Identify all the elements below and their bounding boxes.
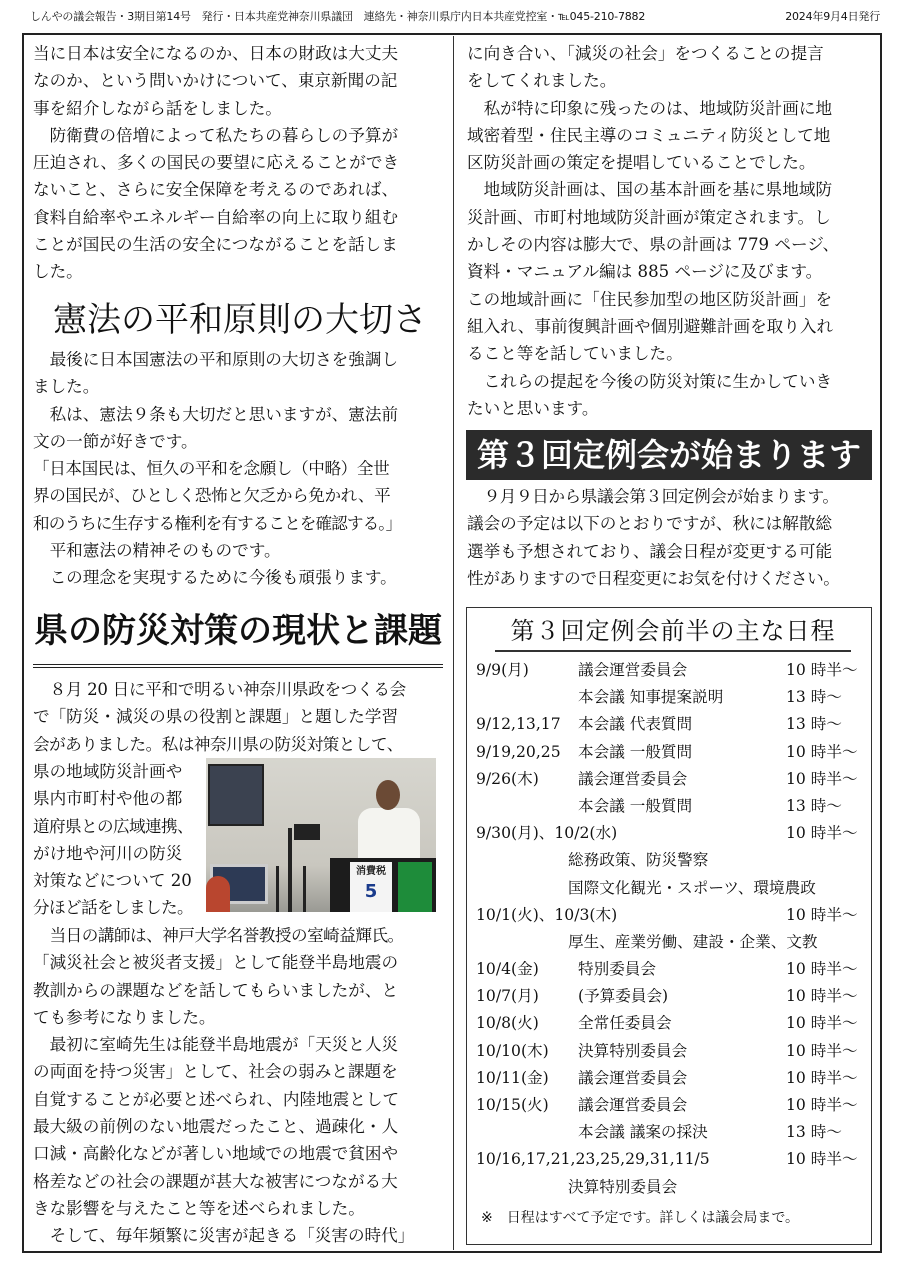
schedule-row	[476, 793, 868, 820]
schedule-time: 10 時半～	[786, 1096, 858, 1114]
left-constitution	[33, 346, 445, 592]
photo-sign-green	[398, 862, 432, 912]
schedule-event: 全常任委員会	[578, 1014, 672, 1033]
schedule-row	[476, 1119, 868, 1146]
schedule-date: 10/1(火)、10/3(木)	[476, 905, 618, 924]
schedule-date: 10/11(金)	[476, 1068, 549, 1087]
body-line: 議会の予定は以下のとおりですが、秋には解散総	[467, 514, 833, 534]
schedule-event: 本会議 一般質問	[578, 796, 693, 815]
body-line: ことが国民の生活の安全につながることを話しま	[33, 235, 398, 255]
schedule-date: 9/26(木)	[476, 769, 539, 788]
schedule-event: 議会運営委員会	[578, 769, 688, 788]
body-line: 文の一節が好きです。	[33, 431, 198, 451]
intro-line: 事を紹介しながら話をしました。	[33, 98, 282, 118]
schedule-row	[476, 1146, 868, 1173]
schedule-date: 9/19,20,25	[476, 742, 561, 761]
session-banner: 第３回定例会が始まります	[466, 430, 872, 480]
column-divider	[453, 36, 454, 1250]
body-line: きな影響を与えたこと等を述べられました。	[33, 1198, 365, 1218]
schedule-time: 10 時半～	[786, 742, 858, 761]
schedule-time: 10 時半～	[786, 769, 858, 788]
body-line: 県内市町村や他の都	[33, 789, 183, 809]
schedule-row	[476, 847, 868, 874]
quote-line: 和のうちに生存する権利を有することを確認する。」	[33, 513, 402, 533]
body-line: たいと思います。	[467, 398, 599, 418]
schedule-time: 13 時～	[786, 796, 842, 815]
intro-line: なのか、という問いかけについて、東京新聞の記	[33, 71, 398, 91]
photo-speaker-head	[376, 780, 400, 810]
body-line: 圧迫され、多くの国民の要望に応えることができ	[33, 153, 400, 173]
body-line: した。	[33, 262, 83, 282]
body-line: 平和憲法の精神そのものです。	[49, 541, 281, 561]
body-line: がけ地や河川の防災	[33, 843, 183, 863]
photo-audience	[206, 876, 230, 912]
schedule-row	[476, 956, 868, 983]
body-line: 組入れ、事前復興計画や個別避難計画を取り入れ	[467, 316, 834, 336]
photo-sign-label: 消費税	[356, 866, 386, 877]
schedule-time: 10 時半～	[786, 987, 858, 1006]
page-header	[30, 6, 880, 26]
schedule-date: 9/9(月)	[476, 661, 529, 679]
left-disaster-full	[33, 676, 445, 758]
body-line: そして、毎年頻繁に災害が起きる「災害の時代」	[49, 1226, 415, 1246]
heading-peace-constitution: 憲法の平和原則の大切さ	[53, 300, 427, 340]
left-lecturer	[33, 922, 445, 1250]
photo-tripod-legs	[276, 866, 306, 912]
body-line: ないこと、さらに安全保障を考えるのであれば、	[33, 180, 399, 200]
schedule-row	[476, 1038, 868, 1065]
schedule-event: 本会議 知事提案説明	[578, 688, 724, 707]
body-line: をしてくれました。	[467, 71, 617, 91]
schedule-date: 10/8(火)	[476, 1014, 539, 1033]
body-line: 会がありました。私は神奈川県の防災対策として、	[33, 734, 403, 754]
schedule-event: 本会議 議案の採決	[578, 1123, 708, 1142]
schedule-row	[476, 983, 868, 1010]
schedule-rows	[476, 657, 868, 1201]
body-line: 地域防災計画は、国の基本計画を基に県地域防	[483, 180, 833, 200]
schedule-event: 本会議 代表質問	[578, 715, 693, 734]
body-line: 区防災計画の策定を提唱していることでした。	[467, 153, 816, 173]
body-line: ました。	[33, 377, 100, 397]
quote-line: 「日本国民は、恒久の平和を念願し（中略）全世	[33, 459, 390, 479]
body-line: 最大級の前例のない地震だったこと、過疎化・人	[33, 1117, 399, 1137]
body-line: この地域計画に「住民参加型の地区防災計画」を	[467, 289, 833, 309]
schedule-event: 厚生、産業労働、建設・企業、文教	[568, 932, 818, 951]
schedule-date: 10/4(金)	[476, 960, 539, 979]
body-line: に向き合い、「減災の社会」をつくることの提言	[467, 44, 824, 63]
heading-disaster-block	[33, 602, 443, 668]
schedule-time: 10 時半～	[786, 1150, 858, 1169]
body-line: 最初に室崎先生は能登半島地震が「天災と人災	[49, 1035, 399, 1055]
photo-sign-number: 5	[364, 881, 378, 902]
schedule-event: (予算委員会)	[578, 987, 669, 1006]
body-line: 当日の講師は、神戸大学名誉教授の室崎益輝氏。	[49, 926, 404, 945]
schedule-row	[476, 820, 868, 847]
photo-camera	[294, 824, 320, 840]
body-line: 教訓からの課題などを話してもらいましたが、と	[33, 980, 399, 1000]
schedule-title: 第３回定例会前半の主な日程	[495, 612, 851, 652]
body-line: 私は、憲法９条も大切だと思いますが、憲法前	[49, 404, 399, 424]
body-line: ８月 20 日に平和で明るい神奈川県政をつくる会	[49, 680, 406, 699]
header-publisher: しんやの議会報告・3期目第14号 発行・日本共産党神奈川県議団 連絡先・神奈川県庁内日本共産党控室・℡045-210-7882	[30, 10, 646, 23]
body-line: 「減災社会と被災者支援」として能登半島地震の	[33, 953, 399, 973]
schedule-time: 10 時半～	[786, 960, 858, 979]
left-intro	[33, 40, 445, 286]
schedule-date: 10/15(火)	[476, 1096, 549, 1114]
right-top	[467, 40, 879, 422]
body-line: 食料自給率やエネルギー自給率の向上に取り組む	[33, 207, 399, 227]
quote-line: 界の国民が、ひとしく恐怖と欠乏から免かれ、平	[33, 486, 391, 506]
schedule-note: ※ 日程はすべて予定です。詳しくは議会局まで。	[481, 1210, 800, 1226]
body-line: 災計画、市町村地域防災計画が策定されます。し	[467, 207, 831, 227]
schedule-time: 10 時半～	[786, 905, 858, 924]
body-line: 分ほど話をしました。	[33, 898, 193, 918]
schedule-date: 9/30(月)、10/2(水)	[476, 824, 618, 843]
schedule-date: 10/10(木)	[476, 1041, 549, 1060]
body-line: 県の地域防災計画や	[33, 762, 183, 781]
body-line: 道府県との広域連携、	[33, 816, 193, 836]
body-line: 最後に日本国憲法の平和原則の大切さを強調し	[49, 350, 399, 369]
schedule-event: 国際文化観光・スポーツ、環境農政	[568, 878, 816, 897]
body-line: 私が特に印象に残ったのは、地域防災計画に地	[483, 98, 833, 118]
schedule-date: 9/12,13,17	[476, 715, 561, 734]
schedule-event: 決算特別委員会	[578, 1041, 688, 1060]
schedule-row	[476, 1065, 868, 1092]
body-line: 口減・高齢化などが著しい地域での地震で貧困や	[33, 1144, 399, 1164]
schedule-row	[476, 1010, 868, 1037]
schedule-row	[476, 684, 868, 711]
schedule-row	[476, 1174, 868, 1201]
body-line: 防衛費の倍増によって私たちの暮らしの予算が	[49, 125, 399, 145]
schedule-row	[476, 929, 868, 956]
schedule-time: 10 時半～	[786, 661, 858, 679]
photo-sign	[350, 862, 392, 912]
schedule-event: 議会運営委員会	[578, 1068, 688, 1087]
body-line: の両面を持つ災害」として、社会の弱みと課題を	[33, 1062, 398, 1082]
body-line: で「防災・減災の県の役割と課題」と題した学習	[33, 707, 399, 727]
schedule-event: 本会議 一般質問	[578, 742, 693, 761]
body-line: これらの提起を今後の防災対策に生かしていき	[483, 371, 833, 391]
schedule-event: 議会運営委員会	[578, 1096, 688, 1114]
body-line: 対策などについて 20	[33, 871, 192, 891]
body-line: この理念を実現するために今後も頑張ります。	[49, 568, 397, 588]
body-line: ること等を話していました。	[467, 344, 683, 364]
heading-disaster-prevention: 県の防災対策の現状と課題	[34, 611, 442, 651]
body-line: ９月９日から県議会第３回定例会が始まります。	[483, 487, 839, 506]
schedule-date: 10/16,17,21,23,25,29,31,11/5	[476, 1150, 710, 1169]
header-date: 2024年9月4日発行	[785, 10, 880, 23]
body-line: 自覚することが必要と述べられ、内陸地震として	[33, 1089, 400, 1109]
schedule-time: 13 時～	[786, 1123, 842, 1142]
intro-line: 当に日本は安全になるのか、日本の財政は大丈夫	[33, 44, 399, 63]
schedule-time: 13 時～	[786, 688, 842, 707]
body-line: 資料・マニュアル編は 885 ページに及びます。	[467, 262, 823, 282]
body-line: かしその内容は膨大で、県の計画は 779 ページ、	[467, 235, 840, 255]
schedule-event: 決算特別委員会	[568, 1177, 678, 1196]
schedule-time: 10 時半～	[786, 1041, 858, 1060]
body-line: ても参考になりました。	[33, 1007, 216, 1027]
schedule-row	[476, 1092, 868, 1119]
lecture-photo	[206, 758, 436, 912]
schedule-row	[476, 766, 868, 793]
schedule-time: 10 時半～	[786, 1014, 858, 1033]
body-line: 格差などの社会の課題が甚大な被害につながる大	[33, 1171, 398, 1191]
schedule-row	[476, 875, 868, 902]
schedule-row	[476, 739, 868, 766]
body-line: 性がありますので日程変更にお気を付けください。	[467, 568, 840, 588]
left-disaster-narrow	[33, 758, 205, 922]
schedule-time: 10 時半～	[786, 824, 858, 843]
right-session	[467, 483, 879, 592]
schedule-event: 特別委員会	[578, 960, 656, 979]
body-line: 域密着型・住民主導のコミュニティ防災として地	[467, 125, 831, 145]
schedule-time: 13 時～	[786, 715, 842, 734]
schedule-event: 議会運営委員会	[578, 661, 688, 679]
schedule-date: 10/7(月)	[476, 987, 539, 1006]
schedule-row	[476, 657, 868, 684]
schedule-event: 総務政策、防災警察	[568, 851, 709, 870]
schedule-time: 10 時半～	[786, 1068, 858, 1087]
schedule-row	[476, 902, 868, 929]
photo-monitor	[208, 764, 264, 826]
body-line: 選挙も予想されており、議会日程が変更する可能	[467, 541, 833, 561]
schedule-row	[476, 711, 868, 738]
